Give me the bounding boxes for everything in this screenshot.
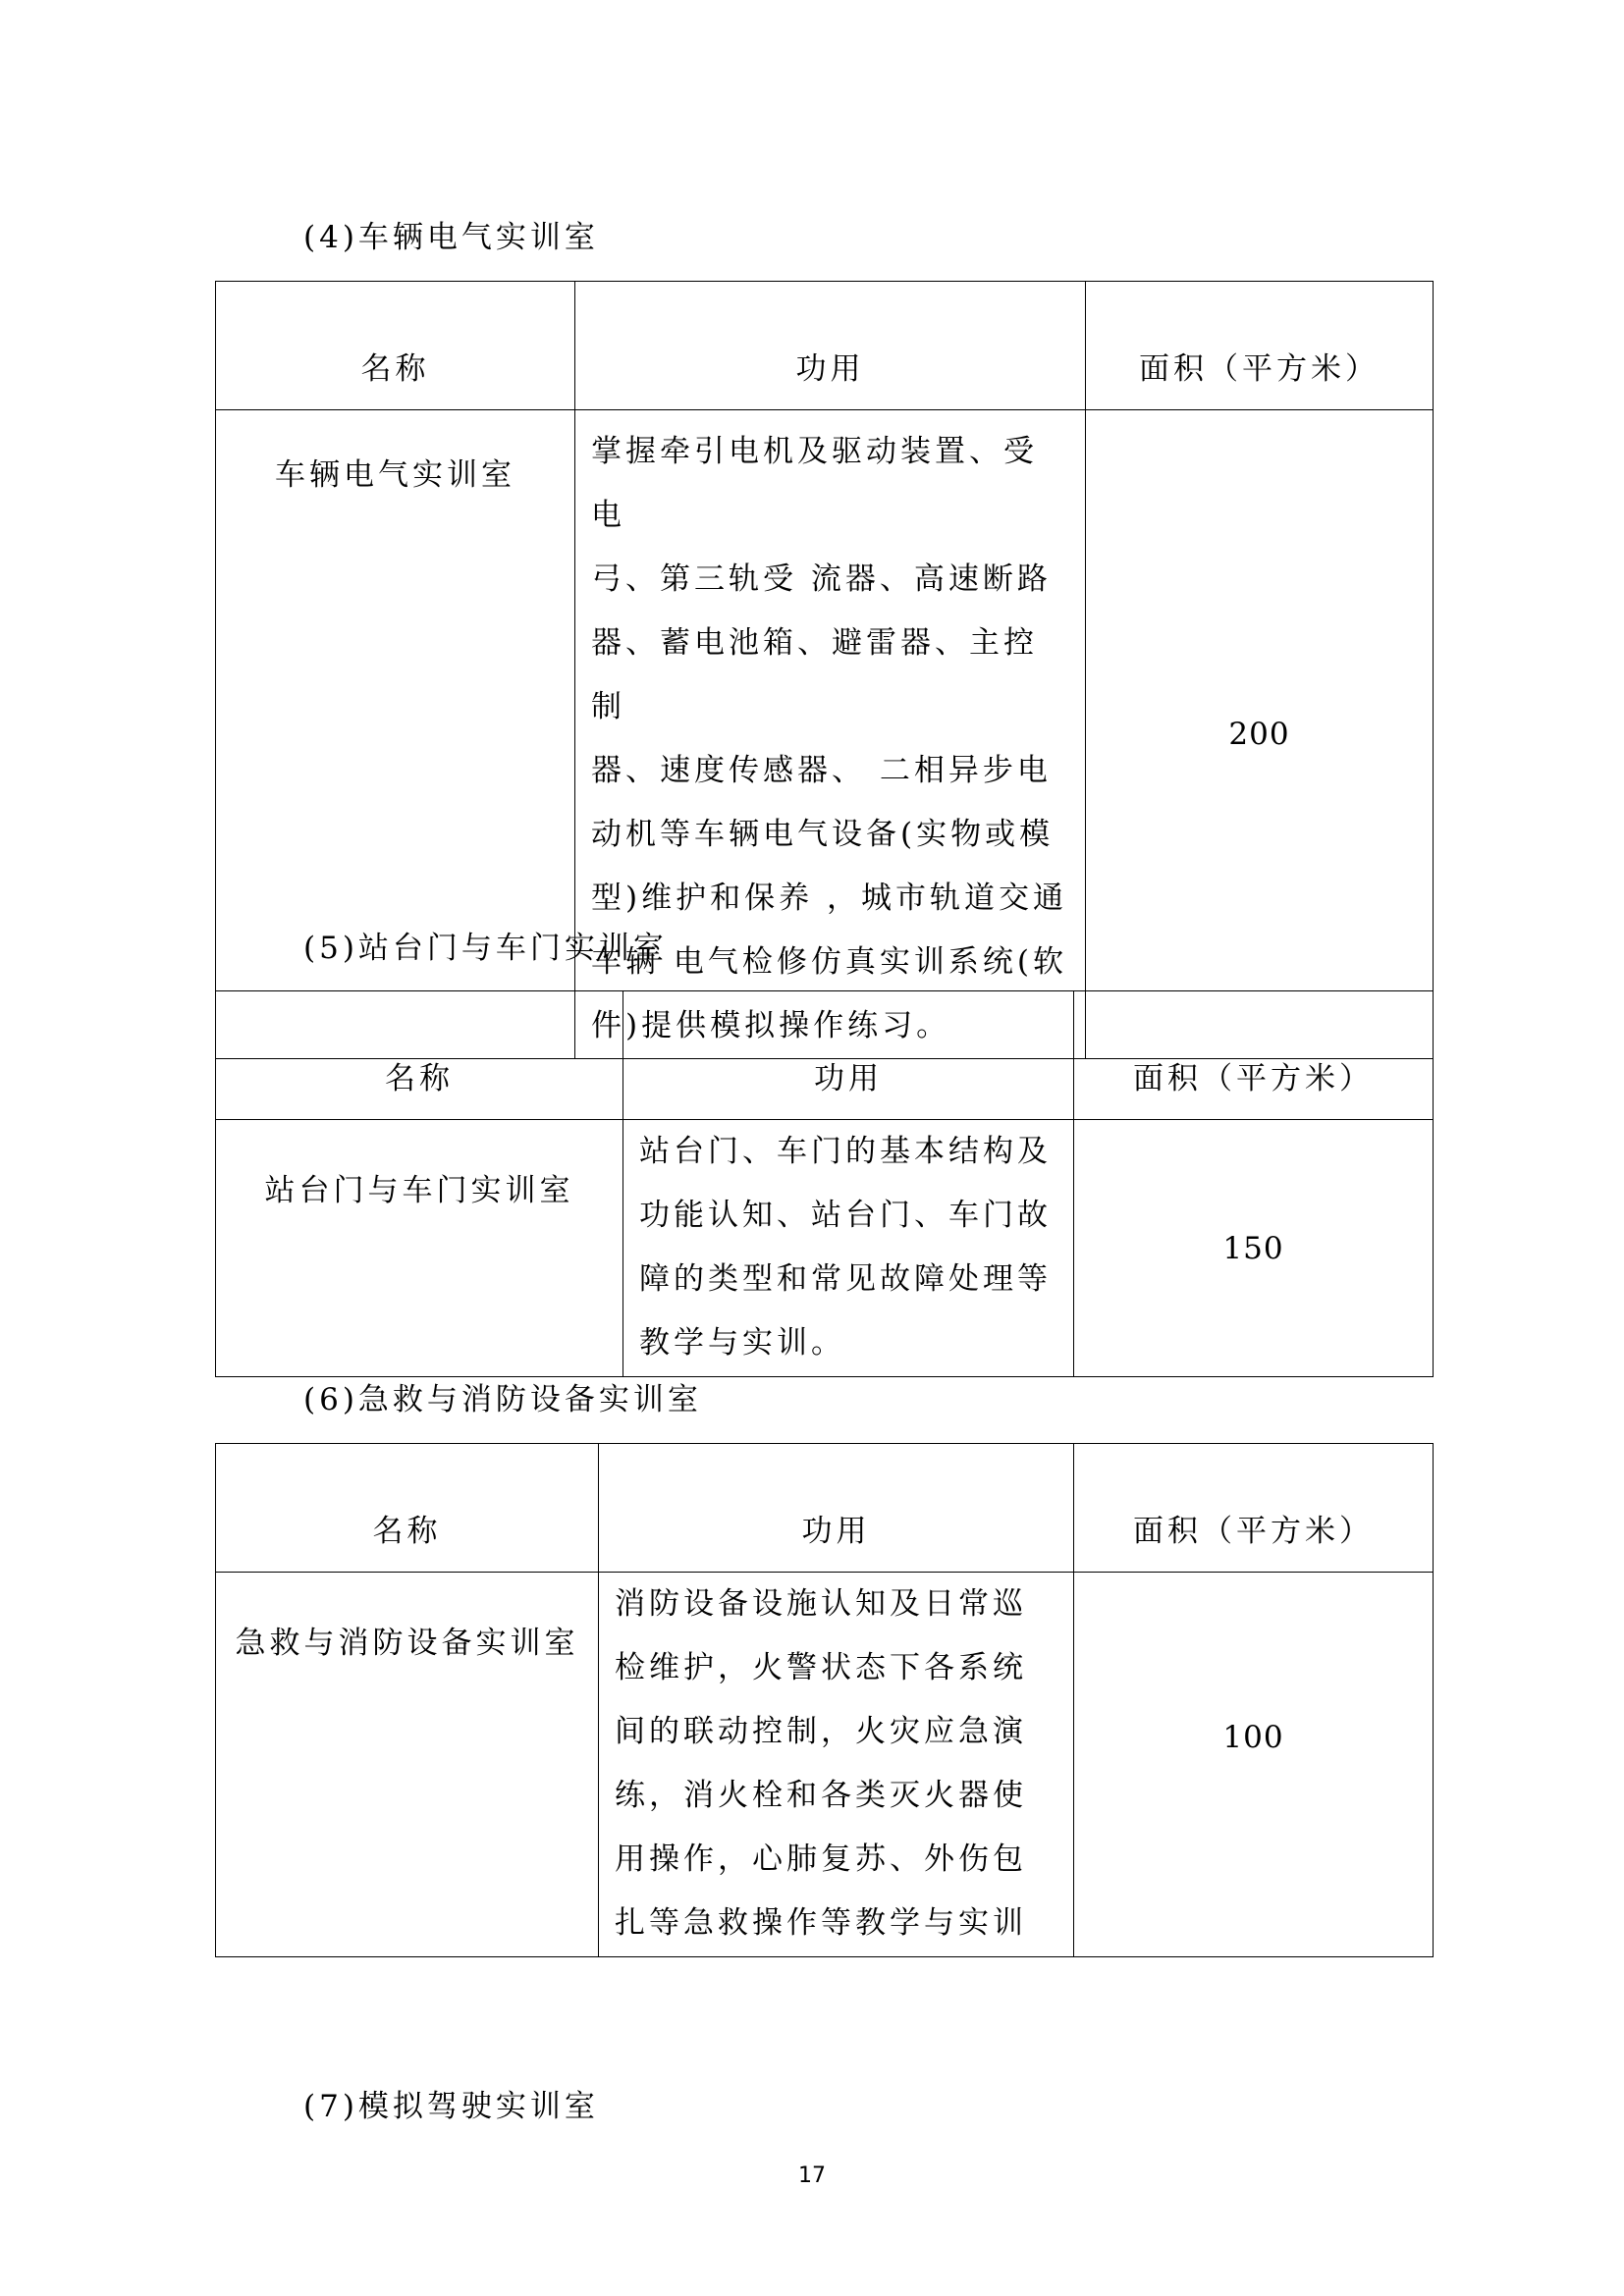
header-name: 名称 <box>216 1444 599 1573</box>
table-first-aid-fire <box>215 1443 1434 1957</box>
room-function <box>623 1120 1074 1377</box>
function-line: 型)维护和保养 ，城市轨道交通 <box>591 881 1067 916</box>
table-header-row <box>216 991 1434 1120</box>
function-line: 件)提供模拟操作练习。 <box>591 1008 951 1043</box>
section-heading-4: (4)车辆电气实训室 <box>303 220 599 255</box>
header-area: 面积（平方米） <box>1074 1444 1434 1573</box>
header-name: 名称 <box>216 282 575 410</box>
function-line: 扎等急救操作等教学与实训 <box>615 1905 1027 1941</box>
section-heading-6: (6)急救与消防设备实训室 <box>303 1382 702 1417</box>
function-line: 间的联动控制，火灾应急演 <box>615 1714 1027 1749</box>
table-platform-door <box>215 990 1434 1377</box>
room-area: 200 <box>1086 410 1434 1059</box>
room-name: 急救与消防设备实训室 <box>216 1573 599 1957</box>
function-line: 消防设备设施认知及日常巡 <box>615 1586 1027 1622</box>
section-heading-5: (5)站台门与车门实训室 <box>303 931 668 966</box>
function-line: 功能认知、站台门、车门故 <box>639 1198 1052 1233</box>
function-line: 教学与实训。 <box>639 1325 845 1361</box>
header-area: 面积（平方米） <box>1086 282 1434 410</box>
page-number: 17 <box>798 2163 826 2188</box>
function-line: 用操作，心肺复苏、外伤包 <box>615 1842 1027 1877</box>
header-name: 名称 <box>216 991 623 1120</box>
function-line: 检维护，火警状态下各系统 <box>615 1650 1027 1685</box>
function-line: 器、蓄电池箱、避雷器、主控制 <box>591 625 1038 724</box>
function-line: 车辆 电气检修仿真实训系统(软 <box>591 944 1067 980</box>
room-name: 站台门与车门实训室 <box>216 1120 623 1377</box>
function-line: 弓、第三轨受 流器、高速断路 <box>591 561 1052 597</box>
function-line: 站台门、车门的基本结构及 <box>639 1134 1052 1169</box>
room-area: 100 <box>1074 1573 1434 1957</box>
table-row <box>216 1573 1434 1957</box>
function-line: 动机等车辆电气设备(实物或模 <box>591 817 1055 852</box>
header-function: 功用 <box>575 282 1086 410</box>
function-line: 掌握牵引电机及驱动装置、受电 <box>591 434 1038 533</box>
header-area: 面积（平方米） <box>1074 991 1434 1120</box>
function-line: 器、速度传感器、 二相异步电 <box>591 753 1052 788</box>
function-line: 练，消火栓和各类灭火器使 <box>615 1778 1027 1813</box>
header-function: 功用 <box>599 1444 1074 1573</box>
table-header-row <box>216 282 1434 410</box>
table-header-row <box>216 1444 1434 1573</box>
room-area: 150 <box>1074 1120 1434 1377</box>
room-function <box>599 1573 1074 1957</box>
section-heading-7: (7)模拟驾驶实训室 <box>303 2089 599 2124</box>
header-function: 功用 <box>623 991 1074 1120</box>
table-row <box>216 1120 1434 1377</box>
room-name: 车辆电气实训室 <box>216 410 575 1059</box>
function-line: 障的类型和常见故障处理等 <box>639 1261 1052 1297</box>
